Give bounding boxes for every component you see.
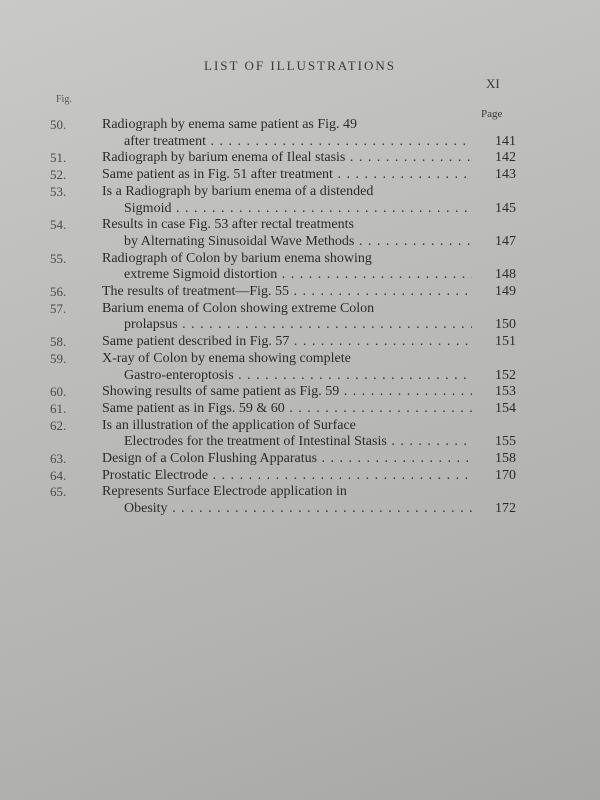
description-line: Same patient described in Fig. 57 . . . <box>102 334 472 351</box>
page-reference: 150 <box>495 317 516 333</box>
list-item <box>0 484 600 517</box>
page-reference: 152 <box>495 367 516 383</box>
description-line: Same patient as in Figs. 59 & 60 . . . <box>102 401 472 418</box>
list-item <box>0 351 600 384</box>
page-reference: 142 <box>495 150 516 166</box>
figure-description <box>102 468 472 485</box>
list-item <box>0 184 600 217</box>
list-item <box>0 167 600 184</box>
description-line: Radiograph by barium enema of Ileal stasis . . . <box>102 150 472 167</box>
figure-number: 61. <box>50 400 67 416</box>
description-line: Radiograph by enema same patient as Fig. 49 <box>102 117 358 132</box>
figure-number: 54. <box>50 217 67 233</box>
page-title: LIST OF ILLUSTRATIONS <box>204 58 396 73</box>
description-line: Prostatic Electrode . . . <box>102 468 472 485</box>
figure-number: 62. <box>50 417 67 433</box>
description-line: Is an illustration of the application of Surface <box>102 417 356 433</box>
figure-number: 53. <box>50 183 67 199</box>
description-line: Barium enema of Colon showing extreme Colon <box>102 300 375 316</box>
figure-description <box>102 451 472 468</box>
figure-number: 52. <box>50 167 67 183</box>
description-line: Radiograph of Colon by barium enema showing <box>102 250 372 266</box>
page-reference: 141 <box>495 133 516 149</box>
list-item <box>0 384 600 401</box>
figure-description <box>102 251 472 284</box>
list-item <box>0 284 600 301</box>
description-line: Sigmoid . . . <box>102 201 472 218</box>
figure-number: 64. <box>50 467 67 483</box>
figure-number: 51. <box>50 150 67 166</box>
page-reference: 155 <box>495 434 516 450</box>
fig-column-heading: Fig. <box>56 94 72 105</box>
description-line: Is a Radiograph by barium enema of a distended <box>102 183 374 199</box>
page-reference: 143 <box>495 167 516 183</box>
description-line: Same patient as in Fig. 51 after treatment . . . <box>102 167 472 184</box>
figure-description <box>102 351 472 384</box>
description-line: Design of a Colon Flushing Apparatus . . . <box>102 451 472 468</box>
figure-description <box>102 284 472 301</box>
figure-number: 50. <box>50 117 67 132</box>
description-line: after treatment . . . <box>102 134 472 151</box>
page-reference: 149 <box>495 284 516 300</box>
page-reference: 148 <box>495 267 516 283</box>
page-reference: 153 <box>495 384 516 400</box>
figure-number: 57. <box>50 300 67 316</box>
description-line: Gastro-enteroptosis . . . <box>102 368 472 385</box>
page-reference: 151 <box>495 334 516 350</box>
list-item <box>0 418 600 451</box>
list-item <box>0 334 600 351</box>
figure-description <box>102 384 472 401</box>
figure-number: 59. <box>50 350 67 366</box>
page-number: XI <box>486 76 500 91</box>
description-line: The results of treatment—Fig. 55 . . . <box>102 284 472 301</box>
list-item <box>0 117 600 150</box>
list-item <box>0 401 600 418</box>
description-line: prolapsus . . . <box>102 317 472 334</box>
page-reference: 170 <box>495 467 516 483</box>
figure-description <box>102 217 472 250</box>
figure-number: 60. <box>50 384 67 400</box>
figure-description <box>102 334 472 351</box>
description-line: by Alternating Sinusoidal Wave Methods . . . <box>102 234 472 251</box>
page-reference: 172 <box>495 501 516 517</box>
figure-description <box>102 418 472 451</box>
figure-description <box>102 150 472 167</box>
figure-description <box>102 117 472 150</box>
page-reference: 158 <box>495 451 516 467</box>
list-item <box>0 451 600 468</box>
figure-description <box>102 484 472 517</box>
illustrations-list <box>0 117 600 518</box>
list-item <box>0 468 600 485</box>
figure-description <box>102 184 472 217</box>
figure-number: 63. <box>50 451 67 467</box>
page-reference: 145 <box>495 200 516 216</box>
description-line: Electrodes for the treatment of Intestinal Stasis . . . <box>102 434 472 451</box>
description-line: Obesity . . . <box>102 501 472 518</box>
description-line: Results in case Fig. 53 after rectal treatments <box>102 217 354 233</box>
list-item <box>0 251 600 284</box>
list-item <box>0 150 600 167</box>
figure-number: 56. <box>50 284 67 300</box>
description-line: Showing results of same patient as Fig. 59 . . . <box>102 384 472 401</box>
description-line: Represents Surface Electrode application in <box>102 484 347 500</box>
list-item <box>0 217 600 250</box>
figure-description <box>102 401 472 418</box>
description-line: extreme Sigmoid distortion . . . <box>102 267 472 284</box>
page-reference: 154 <box>495 400 516 416</box>
figure-number: 65. <box>50 484 67 500</box>
figure-number: 58. <box>50 334 67 350</box>
description-line: X-ray of Colon by enema showing complete <box>102 350 351 366</box>
figure-description <box>102 301 472 334</box>
page-reference: 147 <box>495 233 516 249</box>
list-item <box>0 301 600 334</box>
page-column-heading: Page <box>481 108 503 120</box>
figure-description <box>102 167 472 184</box>
figure-number: 55. <box>50 250 67 266</box>
